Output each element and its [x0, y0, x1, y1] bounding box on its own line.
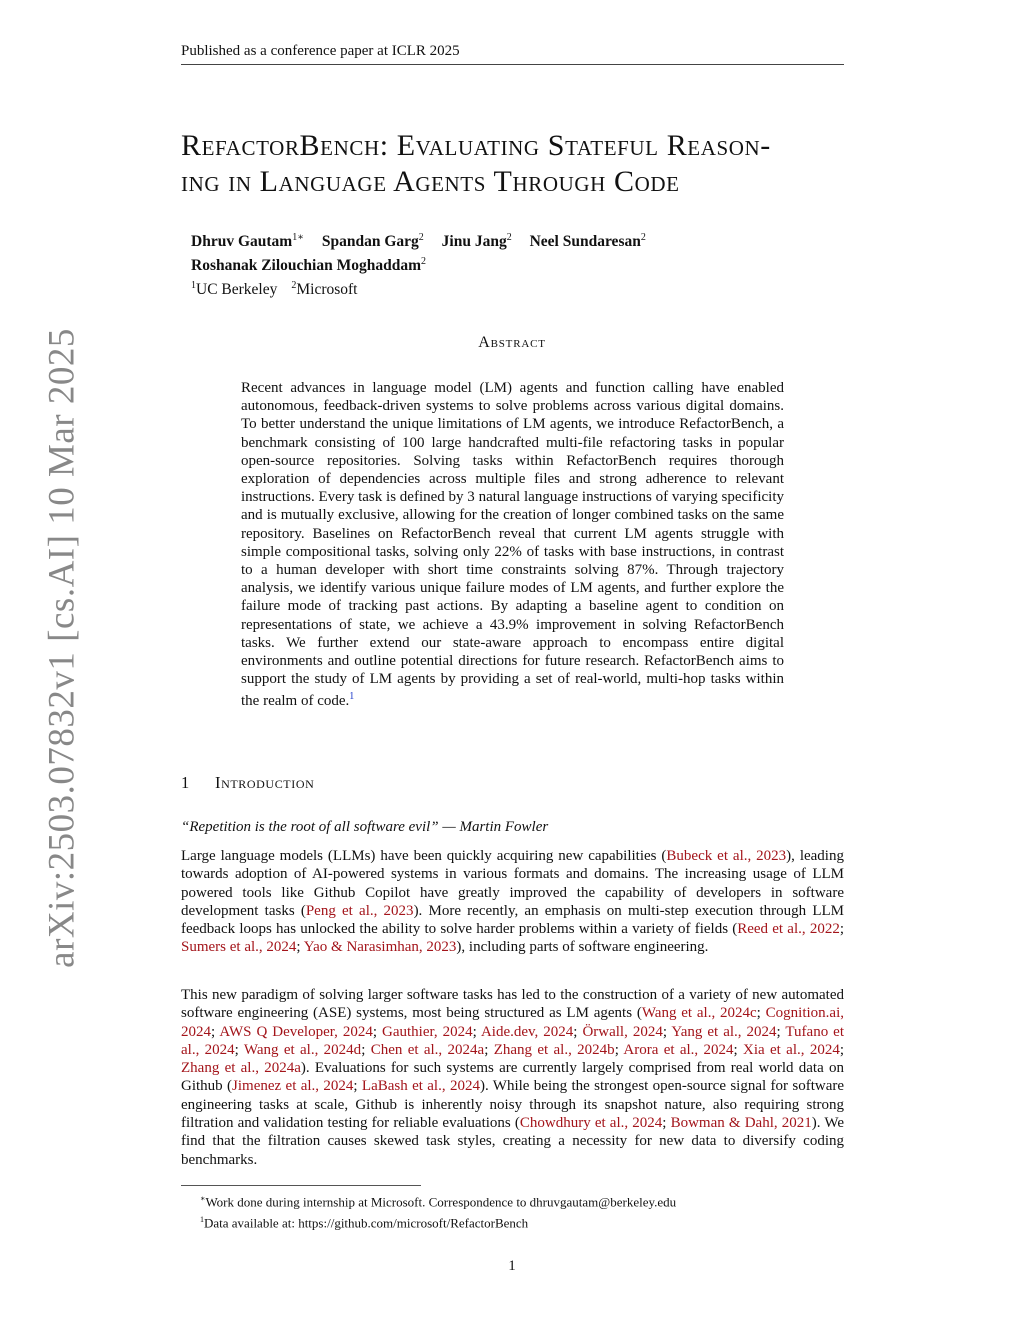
abstract-body — [241, 379, 784, 711]
citation-link[interactable]: Gauthier, 2024 — [382, 1023, 473, 1040]
citation-link[interactable]: Yao & Narasimhan, 2023 — [303, 939, 457, 956]
author-line-1 — [191, 228, 841, 252]
abstract-heading: Abstract — [478, 334, 546, 351]
separator: ; — [234, 1041, 244, 1058]
running-header: Published as a conference paper at ICLR 2025 — [181, 43, 844, 65]
body-text: ), including parts of software engineering. — [456, 939, 709, 956]
separator: ; — [614, 1041, 624, 1058]
title-line-1: RefactorBench: Evaluating Stateful Reason- — [181, 129, 771, 162]
footnote-2 — [200, 1211, 840, 1232]
author-name: Dhruv Gautam — [191, 233, 293, 251]
citation-link[interactable]: Cognition.ai, 2024 — [181, 1005, 844, 1040]
citation-link[interactable]: Sumers et al., 2024 — [181, 939, 297, 956]
citation-link[interactable]: Wang et al., 2024d — [243, 1041, 362, 1058]
separator: ; — [211, 1023, 220, 1040]
footnote-mark: 1 — [200, 1215, 204, 1225]
affiliations — [191, 276, 841, 300]
citation-link[interactable]: Xia et al., 2024 — [743, 1041, 840, 1058]
separator: ; — [353, 1078, 362, 1095]
separator: ; — [662, 1023, 672, 1040]
body-text: Large language models (LLMs) have been quickly acquiring new capabilities ( — [181, 848, 667, 864]
citation-link[interactable]: Bubeck et al., 2023 — [666, 848, 787, 864]
citation-link[interactable]: AWS Q Developer, 2024 — [219, 1023, 373, 1040]
citation-link[interactable]: Bowman & Dahl, 2021 — [670, 1115, 812, 1132]
affil-mark: 2 — [291, 280, 297, 292]
separator: ; — [839, 1041, 845, 1058]
footnote-rule — [181, 1185, 421, 1186]
author-affil-mark: 1∗ — [292, 232, 304, 243]
citation-link[interactable]: Örwall, 2024 — [582, 1023, 663, 1040]
citation-link[interactable]: Zhang et al., 2024a — [181, 1060, 301, 1077]
separator: ; — [372, 1023, 383, 1040]
citation-link[interactable]: Chowdhury et al., 2024 — [519, 1115, 663, 1132]
body-text: ). While being the strongest open-source signal for software engineering tasks at scale, Github is inherently noisy through its snapshot nature, also requiring strong filtration and validation testing for reliable evaluations ( — [181, 1078, 845, 1132]
citation-link[interactable]: Tufano et al., 2024 — [181, 1023, 844, 1058]
author-line-2 — [191, 252, 841, 276]
author-affil-mark: 2 — [421, 256, 426, 268]
affiliation-name: UC Berkeley — [196, 281, 278, 299]
separator: ; — [472, 1023, 481, 1040]
author-block — [191, 228, 841, 300]
section-number: 1 — [181, 773, 190, 792]
epigraph-quote: “Repetition is the root of all software evil” — Martin Fowler — [181, 819, 549, 835]
abstract-text: Recent advances in language model (LM) agents and function calling have enabled autonomous, feedback-driven systems to solve problems across various digital domains. To better understand the unique limitations of LM agents, we introduce RefactorBench, a benchmark consisting of 100 large handcrafted multi-file refactoring tasks in popular open-source repositories. Solving tasks within RefactorBench requires thorough exploration of dependencies across multiple files and strong adherence to relevant instructions. Every task is defined by 3 natural language instructions of varying specificity and is mutually exclusive, allowing for the creation of longer combined tasks on the same repository. Baselines on RefactorBench reveal that current LM agents struggle with simple compositional tasks, solving only 22% of tasks with base instructions, in contrast to a human developer with short time constraints solving 87%. Through trajectory analysis, we identify various unique failure modes of LM agents, and further explore the failure mode of tracking past actions. By adapting a baseline agent to condition on representations of state, we achieve a 43.9% improvement in solving RefactorBench tasks. We further extend our state-aware approach to encompass entire digital environments and outline potential directions for future research. RefactorBench aims to support the study of LM agents by providing a set of real-world, multi-hop tasks within the realm of code. — [241, 380, 784, 710]
arxiv-stamp: arXiv:2503.07832v1 [cs.AI] 10 Mar 2025 — [41, 328, 83, 968]
separator: ; — [484, 1041, 494, 1058]
body-text: ; — [296, 939, 304, 956]
intro-paragraph-1 — [181, 847, 844, 957]
citation-link[interactable]: Peng et al., 2023 — [305, 902, 414, 919]
affil-mark: 1 — [191, 280, 196, 292]
citation-link[interactable]: LaBash et al., 2024 — [361, 1078, 480, 1095]
body-text: This new paradigm of solving larger software tasks has led to the construction of a variety of new automated software engineering (ASE) systems, most being structured as LM agents ( — [181, 987, 844, 1022]
citation-link[interactable]: Yang et al., 2024 — [671, 1023, 777, 1040]
separator: ; — [733, 1041, 744, 1058]
separator: ; — [776, 1023, 786, 1040]
body-text: ). More recently, an emphasis on multi-step execution through LLM feedback loops has unlocked the ability to solve harder problems within a variety of fields ( — [181, 902, 844, 938]
citation-link[interactable]: Zhang et al., 2024b — [493, 1041, 615, 1058]
intro-paragraph-2 — [181, 986, 844, 1169]
author-affil-mark: 2 — [418, 232, 424, 243]
author-name: Jinu Jang — [441, 233, 507, 251]
footnote-text: Data available at: https://github.com/microsoft/RefactorBench — [204, 1215, 529, 1231]
citation-link[interactable]: Wang et al., 2024c — [641, 1005, 757, 1022]
section-title: Introduction — [215, 773, 315, 792]
separator: ; — [361, 1041, 371, 1058]
author-affil-mark: 2 — [506, 232, 512, 243]
separator: ; — [573, 1023, 583, 1040]
body-text: ; — [839, 921, 844, 938]
citation-link[interactable]: Jimenez et al., 2024 — [232, 1078, 354, 1095]
body-text: ). Evaluations for such systems are currently largely comprised from real world data on Github ( — [181, 1060, 844, 1095]
author-name: Roshanak Zilouchian Moghaddam — [191, 257, 421, 275]
section-heading — [181, 773, 314, 793]
footnote-link[interactable]: 1 — [349, 691, 355, 703]
footnotes — [200, 1190, 840, 1233]
author-name: Spandan Garg — [321, 233, 419, 251]
footnote-1 — [200, 1190, 840, 1211]
body-text: ). We find that the filtration causes skewed task styles, creating a necessity for new data to diversify coding benchmarks. — [181, 1115, 844, 1168]
separator: ; — [756, 1005, 766, 1022]
body-text: ), leading towards adoption of AI-powered systems in various formats and domains. The increasing usage of LLM powered tools like Github Copilot have greatly improved the capability of developers in software development tasks ( — [181, 848, 844, 919]
affiliation-name: Microsoft — [296, 281, 358, 299]
paper-title — [181, 128, 851, 200]
author-name: Neel Sundaresan — [529, 233, 641, 251]
title-line-2: ing in Language Agents Through Code — [181, 165, 680, 198]
footnote-text: Work done during internship at Microsoft. Correspondence to dhruvgautam@berkeley.edu — [205, 1194, 677, 1210]
page-number: 1 — [508, 1258, 516, 1274]
footnote-mark: ∗ — [200, 1194, 206, 1203]
citation-link[interactable]: Reed et al., 2022 — [737, 921, 840, 938]
author-affil-mark: 2 — [640, 232, 646, 243]
separator: ; — [662, 1115, 671, 1132]
citation-link[interactable]: Arora et al., 2024 — [623, 1041, 734, 1058]
citation-link[interactable]: Aide.dev, 2024 — [480, 1023, 574, 1040]
citation-link[interactable]: Chen et al., 2024a — [370, 1041, 485, 1058]
